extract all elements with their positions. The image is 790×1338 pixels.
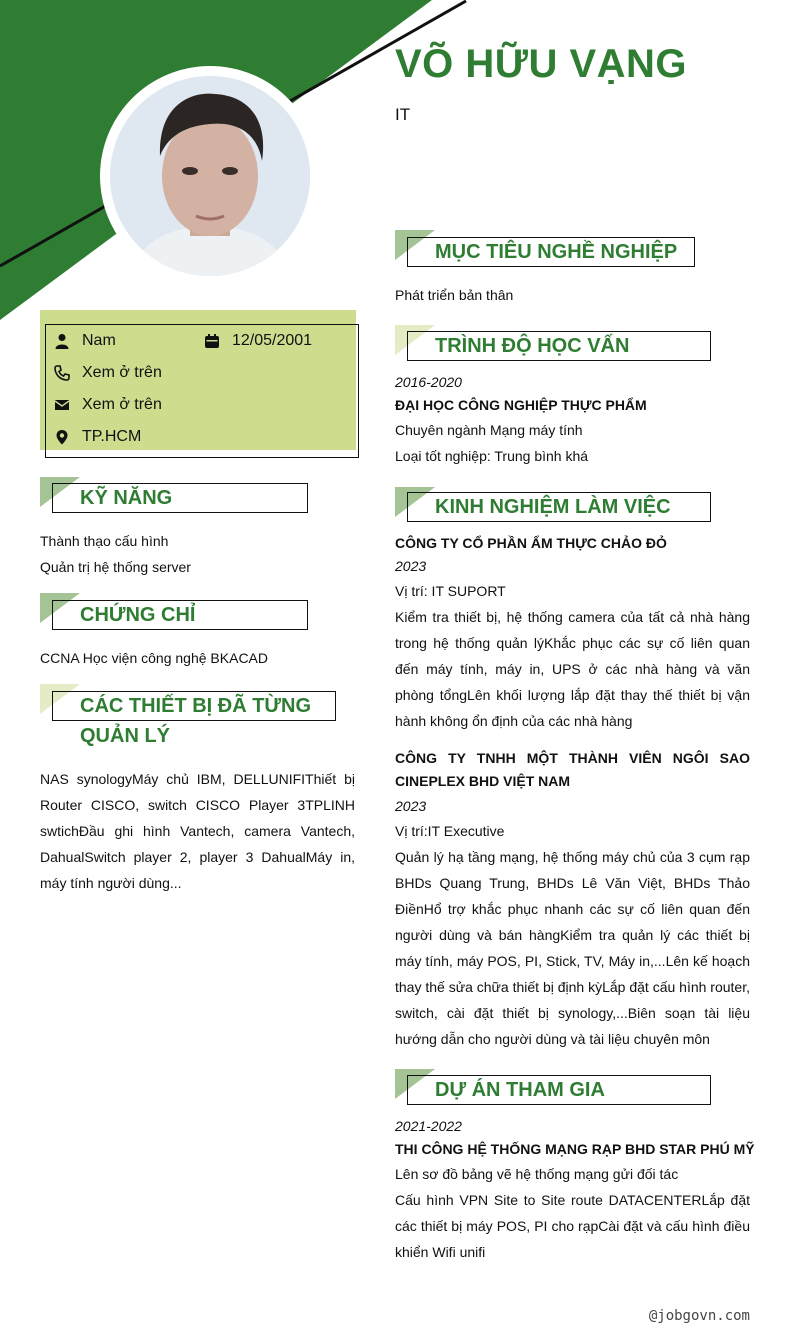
person-icon xyxy=(54,333,70,349)
job-company: CÔNG TY TNHH MỘT THÀNH VIÊN NGÔI SAO CINEPLEX BHD VIỆT NAM xyxy=(395,750,750,789)
email-row xyxy=(54,396,162,414)
education-heading: TRÌNH ĐỘ HỌC VẤN xyxy=(435,335,630,357)
footer-brand: @jobgovn.com xyxy=(648,1308,750,1324)
phone-row xyxy=(54,364,162,382)
project-description: Cấu hình VPN Site to Site route DATACENTERLắp đặt các thiết bị máy POS, PI cho rạpCài đặt và cấu hình điều khiển Wifi unifi xyxy=(395,1192,750,1260)
job-description: Quản lý hạ tầng mạng, hệ thống máy chủ của 3 cụm rạp BHDs Quang Trung, BHDs Lê Văn Việt, BHDs Thảo ĐiềnHổ trợ khắc phục nhanh các sự cố liên quan đến người dùng và bán hàngKiểm tra quản lý các thiết bị máy tính, máy POS, PI, Stick, TV, Máy in,...Lên kế hoạch thay thế sửa chữa thiết bị định kỳLắp đặt cấu hình router, switch, cài đặt thiết bị synology,...Biên soạn tài liệu hướng dẫn cho người dùng và tài liệu chuyên môn xyxy=(395,849,750,1047)
gender-value: Nam xyxy=(82,332,116,349)
job-year: 2023 xyxy=(395,798,427,814)
phone-icon xyxy=(54,365,70,381)
experience-heading: KINH NGHIỆM LÀM VIỆC xyxy=(435,496,671,518)
education-major: Chuyên ngành Mạng máy tính xyxy=(395,422,583,438)
devices-heading-line1: CÁC THIẾT BỊ ĐÃ TỪNG xyxy=(80,695,312,717)
job-position: Vị trí:IT Executive xyxy=(395,823,505,839)
skill-item: Quản trị hệ thống server xyxy=(40,559,191,575)
birthday-value: 12/05/2001 xyxy=(232,332,313,349)
project-name: THI CÔNG HỆ THỐNG MẠNG RẠP BHD STAR PHÚ MỸ xyxy=(395,1141,755,1157)
map-pin-icon xyxy=(54,429,70,445)
education-school: ĐẠI HỌC CÔNG NGHIỆP THỰC PHẨM xyxy=(395,397,647,413)
job-position: Vị trí: IT SUPORT xyxy=(395,583,506,599)
job-title: IT xyxy=(395,105,411,124)
objective-heading: MỤC TIÊU NGHỀ NGHIỆP xyxy=(435,241,678,263)
devices-heading-line2: QUẢN LÝ xyxy=(80,725,170,747)
education-grade: Loại tốt nghiệp: Trung bình khá xyxy=(395,448,589,464)
address-value: TP.HCM xyxy=(82,428,142,445)
job-description: Kiểm tra thiết bị, hệ thống camera của tất cả nhà hàng trong hệ thống quản lýKhắc phục các sự cố liên quan đến máy tính, máy in, UPS ở các nhà hàng và văn phòng tổngLên khối lượng lắp đặt thay thế thiết bị vận hành không ổn định của các nhà hàng xyxy=(395,609,750,729)
gender-row xyxy=(54,332,116,350)
skill-item: Thành thạo cấu hình xyxy=(40,533,169,549)
candidate-name: VÕ HỮU VẠNG xyxy=(395,42,688,86)
envelope-icon xyxy=(54,397,70,413)
objective-text: Phát triển bản thân xyxy=(395,287,514,303)
job-company: CÔNG TY CỔ PHẦN ẨM THỰC CHẢO ĐỎ xyxy=(395,535,667,551)
devices-text: NAS synologyMáy chủ IBM, DELLUNIFIThiết bị Router CISCO, switch CISCO Player 3TPLINH swtichĐầu ghi hình Vantech, camera Vantech, DahualSwitch player 2, player 3 DahualMáy in, máy tính người dùng... xyxy=(40,771,355,891)
projects-heading: DỰ ÁN THAM GIA xyxy=(435,1079,605,1101)
email-value: Xem ở trên xyxy=(82,396,162,413)
certificate-item: CCNA Học viện công nghệ BKACAD xyxy=(40,650,268,666)
job-year: 2023 xyxy=(395,558,427,574)
address-row xyxy=(54,428,141,446)
project-period: 2021-2022 xyxy=(395,1118,462,1134)
phone-value: Xem ở trên xyxy=(82,364,162,381)
education-period: 2016-2020 xyxy=(395,374,462,390)
profile-photo xyxy=(110,76,310,276)
birthday-row xyxy=(204,332,312,350)
skills-heading: KỸ NĂNG xyxy=(80,487,173,509)
project-line: Lên sơ đồ bảng vẽ hệ thống mạng gửi đối tác xyxy=(395,1166,679,1182)
avatar xyxy=(100,66,320,286)
calendar-icon xyxy=(204,333,220,349)
certificates-heading: CHỨNG CHỈ xyxy=(80,604,196,626)
